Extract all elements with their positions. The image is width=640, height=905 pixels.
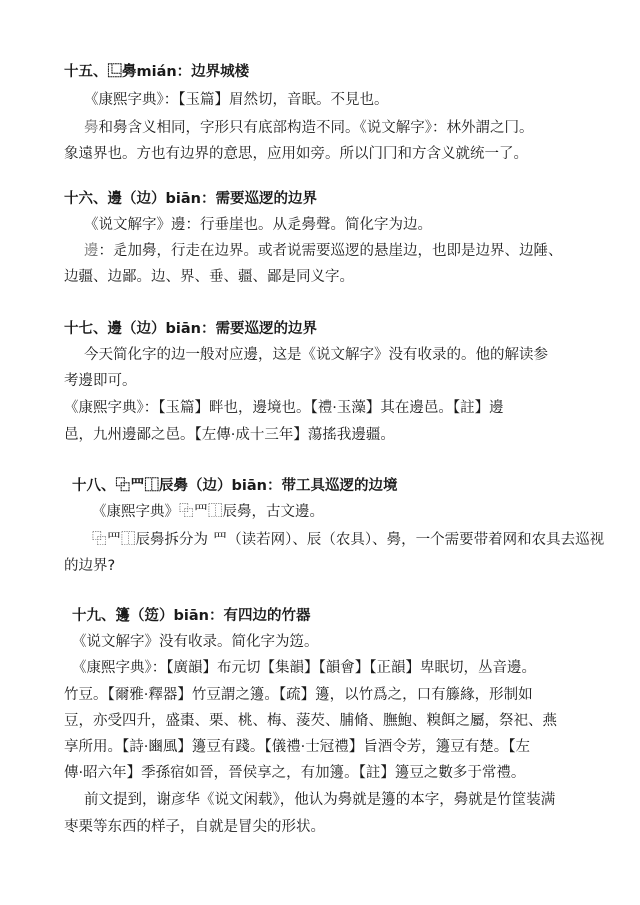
section-19-kangxi-line-3: 豆，亦受四升，盛棗、栗、桃、梅、蔆芡、脯脩、膴鮑、糗餌之屬，祭祀、燕 xyxy=(64,713,557,729)
section-19-kangxi-line-2: 竹豆。【爾雅·釋器】竹豆謂之籩。【疏】籩，以竹爲之，口有籐緣，形制如 xyxy=(64,687,533,703)
section-16-explanation-line-2: 边疆、边鄙。边、界、垂、疆、鄙是同义字。 xyxy=(64,269,354,285)
section-19-kangxi-line-1: 《康熙字典》：【廣韻】布元切【集韻】【韻會】【正韻】卑眠切，丛音邊。 xyxy=(72,660,536,676)
section-15-comparison-line-1: 臱和臱含义相同，字形只有底部构造不同。《说文解字》：林外謂之冂。 xyxy=(84,120,534,136)
section-17-para-1-line-2: 考邊即可。 xyxy=(64,373,137,389)
section-15-heading: 十五、⿺臱mián：边界城楼 xyxy=(64,64,250,80)
section-19-kangxi-line-5: 傳·昭六年】季孫宿如晉，晉侯享之，有加籩。【註】籩豆之數多于常禮。 xyxy=(64,765,526,781)
section-15-kangxi-line: 《康熙字典》：【玉篇】眉然切，音眠。不見也。 xyxy=(84,92,389,108)
section-16-heading: 十六、邊（边）biān：需要巡逻的边界 xyxy=(64,191,317,207)
section-18-breakdown-line-1: ⿻罒⿰辰臱拆分为 罒（读若网）、辰（农具）、臱，一个需要带着网和农具去巡视 xyxy=(92,532,605,548)
section-19-closing-line-1: 前文提到，谢彦华《说文闲载》，他认为臱就是籩的本字，臱就是竹筐装满 xyxy=(84,792,556,808)
glyph-variant: 臱 xyxy=(84,120,99,136)
section-17-kangxi-line-1: 《康熙字典》：【玉篇】畔也，邊境也。【禮·玉藻】其在邊邑。【註】邊 xyxy=(64,400,504,416)
section-18-breakdown-line-2: 的边界? xyxy=(64,558,116,574)
section-15-comparison-line-2: 象遠界也。方也有边界的意思，应用如旁。所以门冂和方含义就统一了。 xyxy=(64,146,528,162)
section-17-heading: 十七、邊（边）biān：需要巡逻的边界 xyxy=(64,321,317,337)
section-19-heading: 十九、籩（笾）biān：有四边的竹器 xyxy=(72,608,311,624)
section-18-heading: 十八、⿻罒⿰辰臱（边）biān：带工具巡逻的边境 xyxy=(72,478,398,494)
section-16-explanation-line-1: 邊：辵加臱，行走在边界。或者说需要巡逻的悬崖边，也即是边界、边陲、 xyxy=(84,243,563,259)
section-17-kangxi-line-2: 邑，九州邊鄙之邑。【左傳·成十三年】蕩搖我邊疆。 xyxy=(64,427,395,443)
section-19-kangxi-line-4: 享所用。【詩·豳風】籩豆有踐。【儀禮·士冠禮】旨酒令芳，籩豆有楚。【左 xyxy=(64,739,530,755)
section-19-closing-line-2: 枣栗等东西的样子，自就是冒尖的形状。 xyxy=(64,819,325,835)
section-18-kangxi-line: 《康熙字典》⿻罒⿰辰臱，古文邊。 xyxy=(92,504,324,520)
section-17-para-1-line-1: 今天简化字的边一般对应邊，这是《说文解字》没有收录的。他的解读参 xyxy=(84,347,548,363)
section-19-shuowen-line: 《说文解字》没有收录。简化字为笾。 xyxy=(72,634,319,650)
glyph-variant: 邊 xyxy=(84,243,99,259)
section-16-shuowen-line: 《说文解字》邊：行垂崖也。从辵臱聲。简化字为边。 xyxy=(84,217,432,233)
